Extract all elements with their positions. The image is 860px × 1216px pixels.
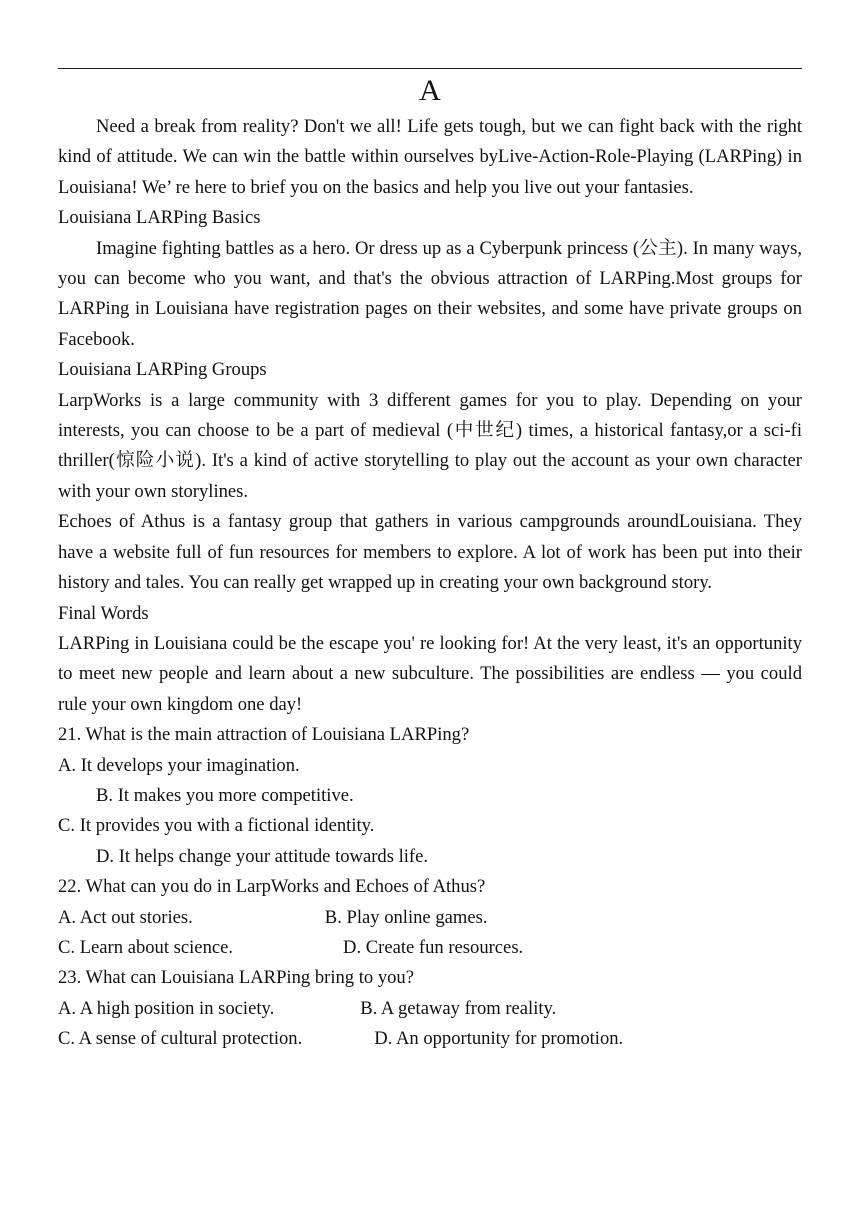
basics-paragraph: Imagine fighting battles as a hero. Or dress up as a Cyberpunk princess (公主). In many ways, you can become who you want, and that's the obvious attraction of LARPing.Most groups for LARPing in Louisiana have registration pages on their websites, and some have private groups on Facebook. xyxy=(58,237,802,350)
echoes-paragraph: Echoes of Athus is a fantasy group that gathers in various campgrounds aroundLouisiana. They have a website full of fun resources for members to explore. A lot of work has been put into their history and tales. You can really get wrapped up in creating your own background story. xyxy=(58,511,802,594)
question-23-option-b: B. A getaway from reality. xyxy=(360,997,557,1019)
larpworks-paragraph: LarpWorks is a large community with 3 different games for you to play. Depending on your interests, you can choose to be a part of medieval (中世纪) times, a historical fantasy,or a sci-fi thriller(惊险小说). It's a kind of active storytelling to play out the account as your own character with your own storylines. xyxy=(58,389,802,502)
header-rule xyxy=(58,68,802,69)
passage-body xyxy=(58,112,802,1055)
passage-letter: A xyxy=(419,74,441,107)
intro-paragraph: Need a break from reality? Don't we all! Life gets tough, but we can fight back with the right kind of attitude. We can win the battle within ourselves byLive-Action-Role-Playing (LARPing) in Louisiana! We’ re here to brief you on the basics and help you live out your fantasies. xyxy=(58,116,802,198)
final-paragraph: LARPing in Louisiana could be the escape you' re looking for! At the very least, it's an opportunity to meet new people and learn about a new subculture. The possibilities are endless — you could rule your own kingdom one day! xyxy=(58,632,802,715)
question-23-option-a: A. A high position in society. xyxy=(58,997,275,1019)
question-22-option-d: D. Create fun resources. xyxy=(343,936,524,958)
question-21-stem: 21. What is the main attraction of Louisiana LARPing? xyxy=(58,724,470,746)
question-22-option-c: C. Learn about science. xyxy=(58,936,234,958)
question-22-option-a: A. Act out stories. xyxy=(58,906,193,928)
section-heading-groups: Louisiana LARPing Groups xyxy=(58,359,267,381)
question-22-stem: 22. What can you do in LarpWorks and Echoes of Athus? xyxy=(58,876,486,898)
section-heading-basics: Louisiana LARPing Basics xyxy=(58,207,261,229)
question-23-row-ab xyxy=(58,994,802,1024)
question-21-option-b: B. It makes you more competitive. xyxy=(96,784,354,806)
question-22-row-ab xyxy=(58,903,802,933)
question-21-option-c: C. It provides you with a fictional identity. xyxy=(58,815,375,837)
question-23-option-c: C. A sense of cultural protection. xyxy=(58,1028,303,1050)
question-23-option-d: D. An opportunity for promotion. xyxy=(374,1028,624,1050)
question-23-stem: 23. What can Louisiana LARPing bring to you? xyxy=(58,967,414,989)
question-21-option-a: A. It develops your imagination. xyxy=(58,754,300,776)
question-22-option-b: B. Play online games. xyxy=(324,906,488,928)
question-23-row-cd xyxy=(58,1024,802,1054)
section-heading-final: Final Words xyxy=(58,602,149,624)
question-22-row-cd xyxy=(58,933,802,963)
question-21-option-d: D. It helps change your attitude towards life. xyxy=(96,845,429,867)
